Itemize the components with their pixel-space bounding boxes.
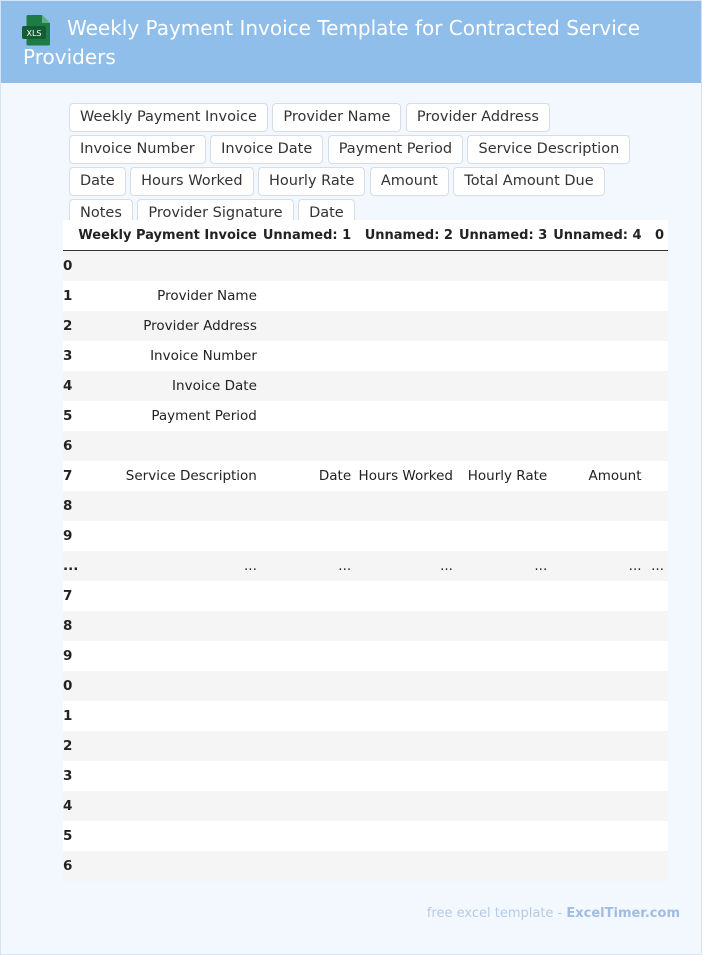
keyword-tag[interactable]: Invoice Date bbox=[210, 135, 323, 164]
table-cell: Amount bbox=[588, 468, 642, 484]
table-cell bbox=[459, 401, 553, 431]
row-index: 0 bbox=[63, 258, 73, 274]
table-row bbox=[63, 251, 668, 282]
table-cell bbox=[357, 401, 459, 431]
table-cell: ... bbox=[244, 558, 257, 574]
row-index: 5 bbox=[63, 828, 73, 844]
table-cell bbox=[459, 791, 553, 821]
table-cell bbox=[263, 521, 357, 551]
table-cell bbox=[459, 521, 553, 551]
row-index: 1 bbox=[63, 708, 73, 724]
row-index: 4 bbox=[63, 378, 73, 394]
row-index: 3 bbox=[63, 348, 73, 364]
table-cell: Provider Name bbox=[157, 288, 257, 304]
data-table bbox=[63, 220, 668, 881]
footer-brand-link[interactable]: ExcelTimer.com bbox=[566, 906, 680, 921]
column-header: Weekly Payment Invoice bbox=[78, 227, 257, 243]
table-cell bbox=[459, 341, 553, 371]
table-cell bbox=[78, 731, 262, 761]
table-cell bbox=[648, 341, 668, 371]
table-row bbox=[63, 821, 668, 851]
table-row bbox=[63, 731, 668, 761]
table-cell bbox=[263, 821, 357, 851]
table-cell bbox=[263, 281, 357, 311]
row-index: 7 bbox=[63, 588, 73, 604]
table-cell bbox=[263, 611, 357, 641]
table-row bbox=[63, 311, 668, 341]
keyword-tag[interactable]: Provider Signature bbox=[137, 199, 293, 228]
table-cell bbox=[648, 431, 668, 461]
table-cell bbox=[263, 371, 357, 401]
footer-prefix: free excel template - bbox=[426, 906, 567, 921]
table-row bbox=[63, 701, 668, 731]
table-cell bbox=[648, 791, 668, 821]
table-cell bbox=[648, 401, 668, 431]
table-cell bbox=[263, 491, 357, 521]
column-header: 0 bbox=[654, 227, 664, 243]
table-cell bbox=[459, 671, 553, 701]
table-cell bbox=[78, 491, 262, 521]
table-row bbox=[63, 791, 668, 821]
table-cell bbox=[357, 821, 459, 851]
table-cell bbox=[78, 251, 262, 282]
table-cell bbox=[357, 311, 459, 341]
table-cell bbox=[553, 281, 647, 311]
table-row bbox=[63, 761, 668, 791]
table-cell: Provider Address bbox=[143, 318, 257, 334]
table-cell bbox=[648, 821, 668, 851]
table-cell bbox=[648, 251, 668, 282]
table-cell bbox=[459, 581, 553, 611]
table-cell bbox=[648, 761, 668, 791]
keyword-tag[interactable]: Amount bbox=[370, 167, 449, 196]
table-cell bbox=[648, 581, 668, 611]
table-cell bbox=[648, 701, 668, 731]
table-cell bbox=[263, 761, 357, 791]
table-cell bbox=[553, 311, 647, 341]
table-cell bbox=[357, 491, 459, 521]
table-cell bbox=[357, 251, 459, 282]
table-cell bbox=[459, 761, 553, 791]
table-cell bbox=[78, 521, 262, 551]
table-cell bbox=[648, 641, 668, 671]
row-index: 4 bbox=[63, 798, 73, 814]
table-cell bbox=[78, 611, 262, 641]
table-cell bbox=[263, 431, 357, 461]
table-cell bbox=[553, 491, 647, 521]
row-index: 8 bbox=[63, 498, 73, 514]
table-cell bbox=[648, 311, 668, 341]
table-header-row bbox=[63, 220, 668, 251]
table-cell bbox=[459, 701, 553, 731]
column-header bbox=[63, 220, 78, 251]
table-cell bbox=[78, 671, 262, 701]
table-cell bbox=[553, 851, 647, 881]
table-cell bbox=[357, 671, 459, 701]
table-cell: ... bbox=[534, 558, 548, 574]
row-index: 2 bbox=[63, 318, 73, 334]
table-cell: Invoice Date bbox=[172, 378, 257, 394]
table-cell: Date bbox=[318, 468, 352, 484]
table-cell: ... bbox=[338, 558, 352, 574]
table-cell bbox=[553, 521, 647, 551]
table-row bbox=[63, 851, 668, 881]
table-cell: ... bbox=[628, 558, 642, 574]
excel-icon-label: XLS bbox=[26, 29, 42, 38]
table-cell bbox=[263, 671, 357, 701]
table-row bbox=[63, 431, 668, 461]
table-cell bbox=[553, 251, 647, 282]
table-cell bbox=[357, 521, 459, 551]
table-cell bbox=[357, 581, 459, 611]
table-cell bbox=[648, 731, 668, 761]
table-cell bbox=[459, 821, 553, 851]
table-cell bbox=[78, 641, 262, 671]
table-cell bbox=[357, 641, 459, 671]
table-cell bbox=[553, 731, 647, 761]
table-cell bbox=[553, 761, 647, 791]
row-index: 6 bbox=[63, 438, 73, 454]
table-cell bbox=[357, 341, 459, 371]
row-index: 6 bbox=[63, 858, 73, 874]
row-index: 7 bbox=[63, 468, 73, 484]
table-cell bbox=[263, 581, 357, 611]
table-cell bbox=[357, 761, 459, 791]
table-cell bbox=[459, 641, 553, 671]
table-cell bbox=[357, 791, 459, 821]
column-header: Unnamed: 4 bbox=[553, 227, 642, 243]
table-cell bbox=[357, 281, 459, 311]
keyword-tag[interactable]: Hours Worked bbox=[130, 167, 253, 196]
table-cell bbox=[263, 311, 357, 341]
table-cell bbox=[78, 581, 262, 611]
row-index: 9 bbox=[63, 528, 73, 544]
table-cell bbox=[648, 491, 668, 521]
table-cell bbox=[357, 371, 459, 401]
table-cell: ... bbox=[651, 558, 664, 574]
table-cell bbox=[357, 611, 459, 641]
table-row bbox=[63, 671, 668, 701]
table-cell bbox=[553, 341, 647, 371]
table-cell bbox=[78, 821, 262, 851]
table-cell bbox=[78, 851, 262, 881]
row-index: 3 bbox=[63, 768, 73, 784]
table-row bbox=[63, 521, 668, 551]
table-cell bbox=[263, 401, 357, 431]
table-row bbox=[63, 581, 668, 611]
table-cell: Invoice Number bbox=[150, 348, 257, 364]
row-index: 8 bbox=[63, 618, 73, 634]
table-cell bbox=[78, 701, 262, 731]
table-row bbox=[63, 461, 668, 491]
table-cell bbox=[648, 461, 668, 491]
column-header: Unnamed: 1 bbox=[262, 227, 352, 243]
table-cell bbox=[459, 851, 553, 881]
row-index: 5 bbox=[63, 408, 73, 424]
table-cell bbox=[648, 671, 668, 701]
table-row bbox=[63, 281, 668, 311]
keyword-tag[interactable]: Invoice Number bbox=[69, 135, 206, 164]
data-table-container bbox=[63, 220, 668, 881]
table-cell bbox=[357, 731, 459, 761]
table-cell bbox=[553, 671, 647, 701]
table-cell bbox=[459, 311, 553, 341]
table-cell bbox=[459, 491, 553, 521]
table-cell bbox=[648, 281, 668, 311]
table-cell bbox=[648, 371, 668, 401]
table-row bbox=[63, 371, 668, 401]
table-cell bbox=[459, 431, 553, 461]
table-cell: Payment Period bbox=[151, 408, 257, 424]
keyword-tag[interactable]: Date bbox=[69, 167, 126, 196]
table-row bbox=[63, 551, 668, 581]
page-header bbox=[1, 1, 701, 83]
column-header: Unnamed: 2 bbox=[364, 227, 453, 243]
table-cell bbox=[648, 851, 668, 881]
footer-credit bbox=[427, 906, 680, 921]
table-cell bbox=[263, 341, 357, 371]
keyword-tag[interactable]: Date bbox=[298, 199, 355, 228]
table-cell bbox=[263, 791, 357, 821]
table-cell bbox=[263, 731, 357, 761]
table-cell bbox=[553, 581, 647, 611]
keyword-tag[interactable]: Service Description bbox=[467, 135, 630, 164]
keyword-tag-list bbox=[69, 103, 669, 231]
table-cell bbox=[459, 251, 553, 282]
row-index: 2 bbox=[63, 738, 73, 754]
table-cell bbox=[357, 851, 459, 881]
table-cell bbox=[459, 371, 553, 401]
table-cell: Service Description bbox=[125, 468, 257, 484]
table-cell bbox=[553, 701, 647, 731]
table-cell bbox=[553, 431, 647, 461]
table-cell bbox=[553, 611, 647, 641]
table-cell: Hourly Rate bbox=[467, 468, 548, 484]
row-index: ... bbox=[63, 558, 79, 574]
keyword-tag[interactable]: Notes bbox=[69, 199, 133, 228]
table-body bbox=[63, 251, 668, 882]
row-index: 0 bbox=[63, 678, 73, 694]
table-cell bbox=[553, 791, 647, 821]
column-header: Unnamed: 3 bbox=[458, 227, 548, 243]
table-cell bbox=[459, 731, 553, 761]
keyword-tag[interactable]: Hourly Rate bbox=[258, 167, 365, 196]
table-cell bbox=[78, 791, 262, 821]
page-title: Weekly Payment Invoice Template for Contracted Service Providers bbox=[23, 16, 641, 69]
row-index: 1 bbox=[63, 288, 73, 304]
row-index: 9 bbox=[63, 648, 73, 664]
table-row bbox=[63, 611, 668, 641]
table-cell bbox=[648, 521, 668, 551]
table-cell bbox=[648, 611, 668, 641]
table-cell bbox=[357, 431, 459, 461]
keyword-tag[interactable]: Provider Address bbox=[406, 103, 550, 132]
table-cell bbox=[263, 701, 357, 731]
keyword-tag[interactable]: Provider Name bbox=[272, 103, 401, 132]
table-cell bbox=[78, 761, 262, 791]
table-cell: Hours Worked bbox=[358, 468, 453, 484]
table-cell bbox=[553, 821, 647, 851]
table-row bbox=[63, 341, 668, 371]
table-cell bbox=[263, 251, 357, 282]
keyword-tag[interactable]: Total Amount Due bbox=[453, 167, 604, 196]
table-cell bbox=[553, 371, 647, 401]
keyword-tag[interactable]: Weekly Payment Invoice bbox=[69, 103, 268, 132]
table-cell: ... bbox=[440, 558, 453, 574]
table-cell bbox=[263, 851, 357, 881]
table-cell bbox=[459, 611, 553, 641]
table-cell bbox=[459, 281, 553, 311]
table-cell bbox=[78, 431, 262, 461]
table-row bbox=[63, 491, 668, 521]
table-row bbox=[63, 641, 668, 671]
table-cell bbox=[553, 641, 647, 671]
table-cell bbox=[263, 641, 357, 671]
keyword-tag[interactable]: Payment Period bbox=[328, 135, 463, 164]
table-cell bbox=[357, 701, 459, 731]
table-row bbox=[63, 401, 668, 431]
table-cell bbox=[553, 401, 647, 431]
